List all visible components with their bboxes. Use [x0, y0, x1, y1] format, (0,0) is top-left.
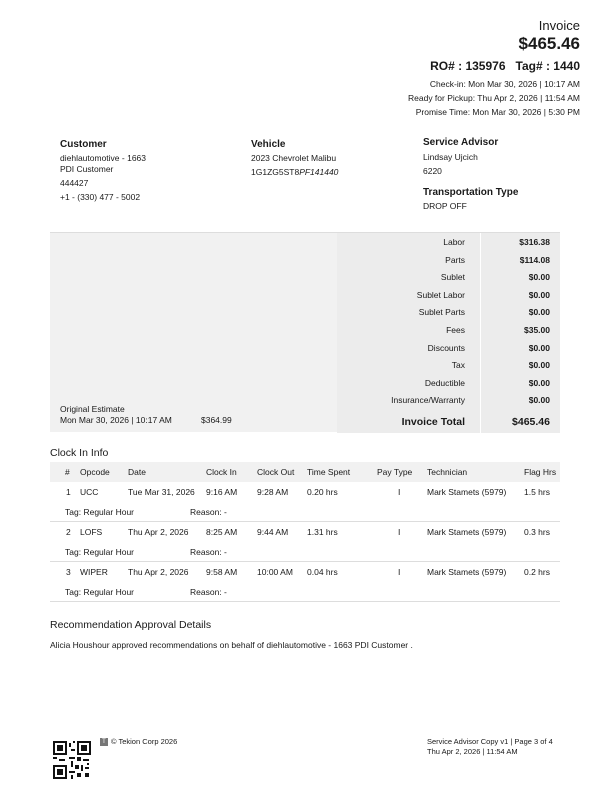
summary-row-sublet [337, 268, 560, 286]
table-row [50, 562, 560, 582]
col-technician: Technician [427, 467, 468, 477]
table-row-details [50, 502, 560, 522]
cell-clock-in: 9:16 AM [206, 487, 238, 497]
cell-pay-type: I [398, 567, 401, 577]
copyright-text: © Tekion Corp 2026 [111, 737, 178, 746]
vin-prefix: 1G1ZG5ST8 [251, 167, 300, 177]
cell-clock-out: 10:00 AM [257, 567, 293, 577]
cell-num: 1 [66, 487, 71, 497]
ro-number: RO# : 135976 [430, 59, 506, 73]
cell-date: Thu Apr 2, 2026 [128, 567, 189, 577]
tag-value: Regular Hour [83, 587, 135, 597]
recommendation-text: Alicia Houshour approved recommendations on behalf of diehlautomotive - 1663 PDI Customer . [50, 640, 413, 650]
col-flag-hrs: Flag Hrs [524, 467, 557, 477]
summary-value: $0.00 [528, 395, 550, 406]
customer-section [60, 139, 146, 203]
table-row [50, 522, 560, 542]
col-clock-in: Clock In [206, 467, 237, 477]
footer-info [427, 737, 553, 757]
cell-flag-hrs: 0.2 hrs [524, 567, 550, 577]
promise-time: Promise Time: Mon Mar 30, 2026 | 5:30 PM [415, 107, 580, 117]
cell-technician: Mark Stamets (5979) [427, 487, 507, 497]
cell-clock-in: 8:25 AM [206, 527, 238, 537]
advisor-heading: Service Advisor [423, 137, 499, 148]
col-opcode: Opcode [80, 467, 110, 477]
cell-technician: Mark Stamets (5979) [427, 527, 507, 537]
summary-value: $316.38 [519, 237, 550, 247]
cell-clock-out: 9:44 AM [257, 527, 289, 537]
summary-label: Insurance/Warranty [391, 395, 465, 406]
customer-heading: Customer [60, 139, 107, 150]
summary-value: $0.00 [528, 360, 550, 371]
table-row-details [50, 582, 560, 602]
checkin-time: Check-in: Mon Mar 30, 2026 | 10:17 AM [429, 79, 580, 89]
tag-label: Tag: [65, 587, 82, 597]
tag-label: Tag: [65, 507, 82, 517]
customer-phone: +1 - (330) 477 - 5002 [60, 192, 141, 202]
customer-id: 444427 [60, 178, 89, 188]
tag-number: Tag# : 1440 [515, 59, 580, 73]
transport-type: DROP OFF [423, 201, 467, 211]
summary-label: Labor [443, 237, 465, 247]
original-estimate-amount: $364.99 [201, 415, 232, 425]
summary-row-tax [337, 356, 560, 374]
cell-time-spent: 1.31 hrs [307, 527, 338, 537]
col-pay-type: Pay Type [377, 467, 413, 477]
cell-time-spent: 0.20 hrs [307, 487, 338, 497]
tag-info [65, 547, 134, 557]
vehicle-model: 2023 Chevrolet Malibu [251, 153, 337, 163]
customer-name: diehlautomotive - 1663 [60, 153, 147, 163]
summary-row-labor [337, 233, 560, 251]
recommendation-title: Recommendation Approval Details [50, 619, 212, 631]
reason-info [190, 587, 227, 597]
col-date: Date [128, 467, 146, 477]
summary-value: $35.00 [524, 325, 550, 335]
cell-date: Tue Mar 31, 2026 [128, 487, 195, 497]
invoice-total-label: Invoice Total [401, 416, 465, 428]
col-clock-out: Clock Out [257, 467, 295, 477]
summary-label: Fees [446, 325, 465, 335]
tag-label: Tag: [65, 547, 82, 557]
reason-label: Reason: [190, 587, 222, 597]
reason-value: - [224, 587, 227, 597]
invoice-summary [50, 232, 560, 432]
clock-table-header [50, 462, 560, 482]
advisor-section [423, 137, 518, 212]
vehicle-heading: Vehicle [251, 139, 286, 150]
tag-value: Regular Hour [83, 547, 135, 557]
col-num: # [65, 467, 70, 477]
reason-info [190, 507, 227, 517]
summary-label: Sublet Parts [418, 307, 465, 318]
summary-row-sublet-labor [337, 286, 560, 304]
reason-label: Reason: [190, 507, 222, 517]
ro-tag-line [430, 59, 580, 73]
cell-time-spent: 0.04 hrs [307, 567, 338, 577]
summary-value: $0.00 [528, 307, 550, 318]
qr-code-icon [53, 741, 91, 779]
summary-row-sublet-parts [337, 303, 560, 321]
summary-label: Tax [451, 360, 465, 371]
transport-heading: Transportation Type [423, 187, 519, 198]
original-estimate-date: Mon Mar 30, 2026 | 10:17 AM [60, 415, 172, 425]
vehicle-vin [251, 167, 338, 178]
clock-in-title: Clock In Info [50, 447, 109, 459]
col-time-spent: Time Spent [307, 467, 351, 477]
summary-label: Discounts [427, 342, 465, 353]
summary-row-parts [337, 251, 560, 269]
vin-suffix: PF141440 [299, 167, 339, 177]
summary-row-deductible [337, 374, 560, 392]
advisor-id: 6220 [423, 166, 442, 176]
invoice-title: Invoice [538, 18, 580, 33]
reason-value: - [224, 507, 227, 517]
summary-label: Sublet [440, 272, 465, 283]
reason-value: - [224, 547, 227, 557]
cell-flag-hrs: 1.5 hrs [524, 487, 550, 497]
reason-info [190, 547, 227, 557]
tag-info [65, 587, 134, 597]
summary-value: $0.00 [528, 342, 550, 353]
date-info [408, 77, 580, 119]
invoice-total-amount: $465.46 [518, 34, 580, 53]
clock-in-table [50, 462, 560, 602]
copy-info: Service Advisor Copy v1 | Page 3 of 4 [427, 737, 553, 746]
tag-value: Regular Hour [83, 507, 135, 517]
footer-copyright [100, 737, 177, 746]
ready-time: Ready for Pickup: Thu Apr 2, 2026 | 11:54 AM [408, 93, 580, 103]
cell-opcode: UCC [80, 487, 99, 497]
summary-value: $114.08 [519, 254, 550, 265]
vehicle-section [251, 139, 338, 178]
printed-time: Thu Apr 2, 2026 | 11:54 AM [427, 747, 518, 756]
summary-row-fees [337, 321, 560, 339]
summary-row-discounts [337, 339, 560, 357]
summary-value: $0.00 [528, 272, 550, 283]
advisor-name: Lindsay Ujcich [423, 152, 478, 162]
table-row-details [50, 542, 560, 562]
summary-label: Parts [445, 254, 465, 265]
cell-pay-type: I [398, 527, 401, 537]
cell-num: 2 [66, 527, 71, 537]
summary-label: Sublet Labor [416, 289, 465, 300]
original-estimate [60, 404, 232, 426]
customer-name2: PDI Customer [60, 164, 114, 174]
cell-flag-hrs: 0.3 hrs [524, 527, 550, 537]
table-row [50, 482, 560, 502]
cell-technician: Mark Stamets (5979) [427, 567, 507, 577]
invoice-total-value: $465.46 [512, 416, 550, 428]
cell-pay-type: I [398, 487, 401, 497]
tekion-logo-icon: T [100, 738, 108, 746]
cell-opcode: WIPER [80, 567, 108, 577]
summary-value: $0.00 [528, 289, 550, 300]
summary-row-insurance [337, 391, 560, 409]
summary-label: Deductible [424, 377, 465, 388]
cell-clock-in: 9:58 AM [206, 567, 238, 577]
cell-clock-out: 9:28 AM [257, 487, 289, 497]
summary-value: $0.00 [528, 377, 550, 388]
cell-num: 3 [66, 567, 71, 577]
cell-opcode: LOFS [80, 527, 103, 537]
reason-label: Reason: [190, 547, 222, 557]
cell-date: Thu Apr 2, 2026 [128, 527, 189, 537]
tag-info [65, 507, 134, 517]
original-estimate-label: Original Estimate [60, 404, 125, 414]
